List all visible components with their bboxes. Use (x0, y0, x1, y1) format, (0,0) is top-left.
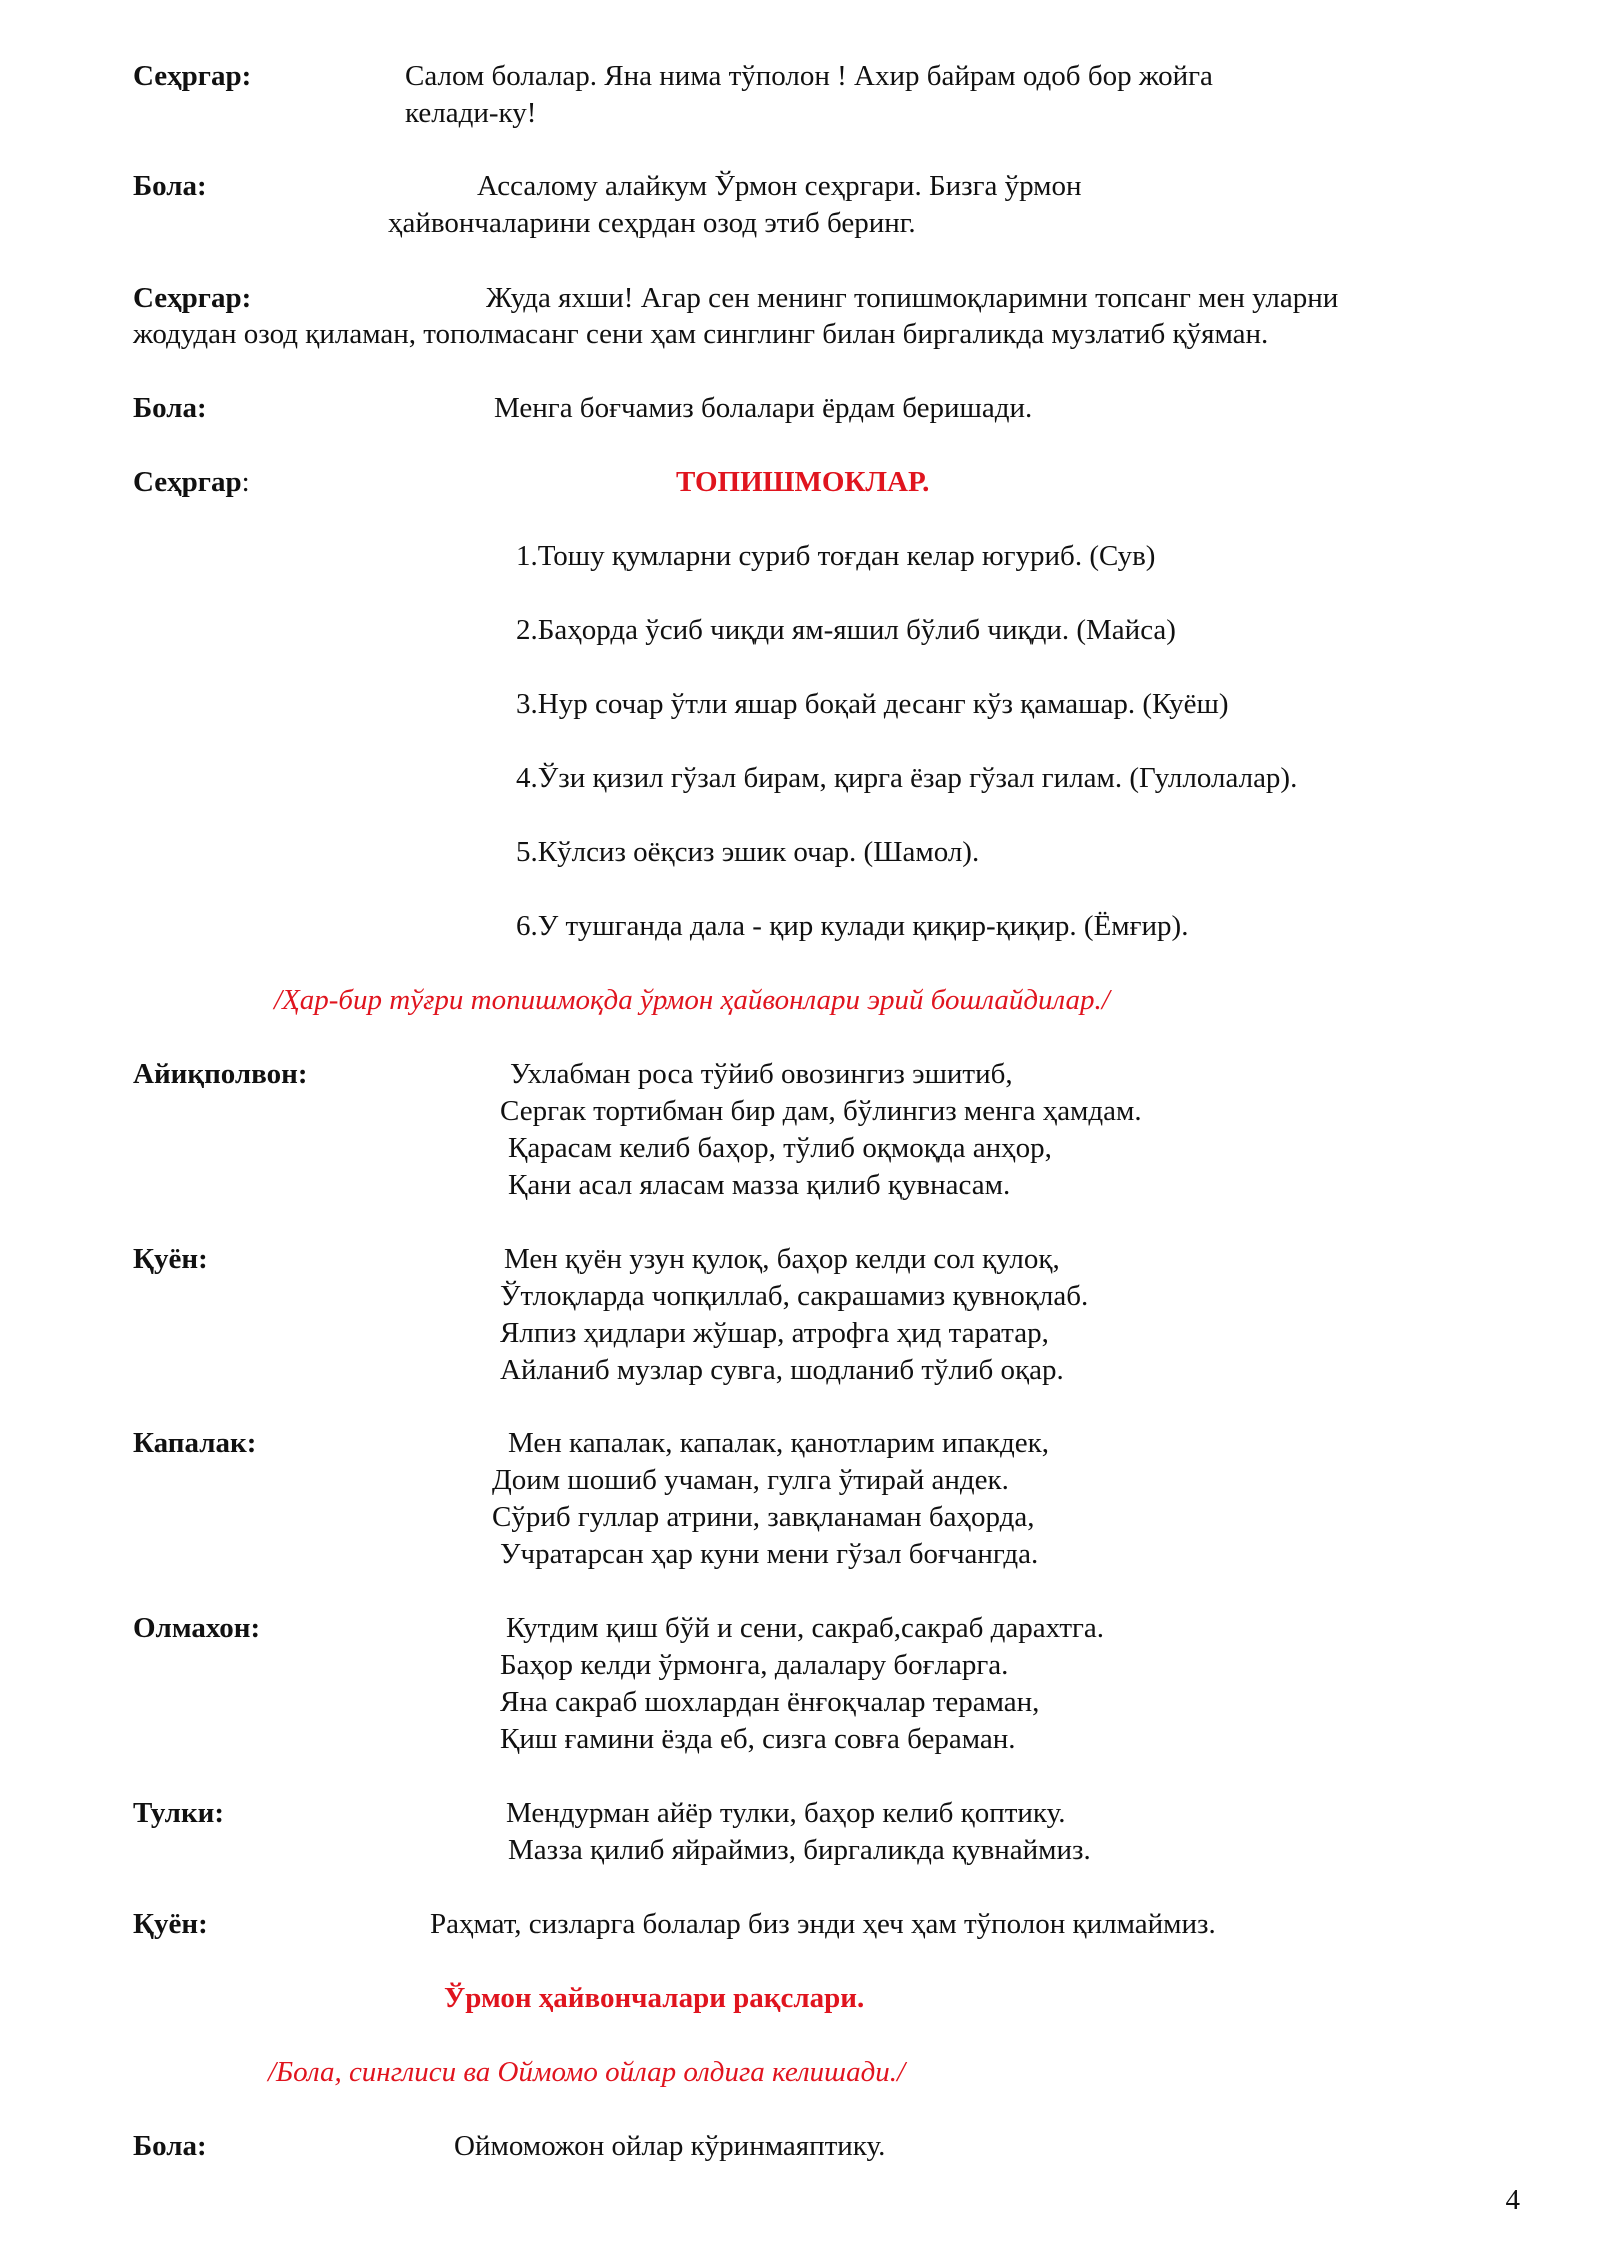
stage-direction: /Ҳар-бир тўғри топишмоқда ўрмон ҳайвонлари эрий бошлайдилар./ (274, 984, 1110, 1016)
verse-line: Ухлабман роса тўйиб овозингиз эшитиб, (510, 1058, 1013, 1090)
verse-line: Мазза қилиб яйраймиз, биргаликда қувнаймиз. (508, 1834, 1091, 1866)
riddles-heading: ТОПИШМОКЛАР. (676, 466, 930, 498)
stage-direction: /Бола, синглиси ва Оймомо ойлар олдига келишади./ (268, 2056, 906, 2088)
dialogue-line: келади-ку! (405, 97, 537, 129)
verse-line: Мен капалак, капалак, қанотларим ипакдек, (508, 1427, 1049, 1459)
riddle-item: 3.Нур сочар ўтли яшар боқай десанг кўз қамашар. (Куёш) (516, 688, 1229, 720)
riddle-item: 2.Баҳорда ўсиб чиқди ям-яшил бўлиб чиқди. (Майса) (516, 614, 1176, 646)
verse-line: Қиш ғамини ёзда еб, сизга совға бераман. (500, 1723, 1016, 1755)
dialogue-line: Ассалому алайкум Ўрмон сеҳргари. Бизга ўрмон (477, 170, 1082, 202)
dances-heading: Ўрмон ҳайвончалари рақслари. (444, 1982, 865, 2014)
verse-line: Айланиб музлар сувга, шодланиб тўлиб оқар. (500, 1354, 1064, 1386)
dialogue-line: Салом болалар. Яна нима тўполон ! Ахир байрам одоб бор жойга (405, 60, 1213, 92)
speaker-sehrgar: Сеҳргар: (133, 466, 250, 498)
speaker-sehrgar: Сеҳргар: (133, 282, 252, 314)
speaker-bola: Бола: (133, 2130, 207, 2162)
riddle-item: 1.Тошу қумларни суриб тоғдан келар югуриб. (Сув) (516, 540, 1156, 572)
verse-line: Доим шошиб учаман, гулга ўтирай андек. (492, 1464, 1009, 1496)
dialogue-line: Оймоможон ойлар кўринмаяптику. (454, 2130, 886, 2162)
speaker-bola: Бола: (133, 392, 207, 424)
speaker-sehrgar: Сеҳргар: (133, 60, 252, 92)
dialogue-line: жодудан озод қиламан, тополмасанг сени ҳам синглинг билан биргаликда музлатиб қўяман. (133, 318, 1269, 350)
riddle-item: 5.Кўлсиз оёқсиз эшик очар. (Шамол). (516, 836, 980, 868)
speaker-bola: Бола: (133, 170, 207, 202)
speaker-quyon: Қуён: (133, 1908, 208, 1940)
speaker-aiqpolvon: Айиқполвон: (133, 1058, 308, 1090)
riddle-item: 6.У тушганда дала - қир кулади қиқир-қиқир. (Ёмғир). (516, 910, 1189, 942)
dialogue-line: ҳайвончаларини сеҳрдан озод этиб беринг. (388, 207, 916, 239)
verse-line: Кутдим қиш бўй и сени, сакраб,сакраб дарахтга. (506, 1612, 1105, 1644)
verse-line: Учратарсан ҳар куни мени гўзал боғчангда. (500, 1538, 1039, 1570)
page-number: 4 (1505, 2184, 1520, 2216)
speaker-olmaxon: Олмахон: (133, 1612, 261, 1644)
speaker-tulki: Тулки: (133, 1797, 225, 1829)
verse-line: Мендурман айёр тулки, баҳор келиб қоптику. (506, 1797, 1066, 1829)
verse-line: Сергак тортибман бир дам, бўлингиз менга ҳамдам. (500, 1095, 1142, 1127)
verse-line: Яна сакраб шохлардан ёнғоқчалар тераман, (500, 1686, 1040, 1718)
verse-line: Ўтлоқларда чопқиллаб, сакрашамиз қувноқлаб. (500, 1280, 1089, 1312)
verse-line: Сўриб гуллар атрини, завқланаман баҳорда, (492, 1501, 1035, 1533)
dialogue-line: Менга боғчамиз болалари ёрдам беришади. (494, 392, 1033, 424)
verse-line: Ялпиз ҳидлари жўшар, атрофга ҳид таратар, (500, 1317, 1049, 1349)
verse-line: Мен қуён узун қулоқ, баҳор келди сол қулоқ, (504, 1243, 1060, 1275)
speaker-kapalak: Капалак: (133, 1427, 257, 1459)
riddle-item: 4.Ўзи қизил гўзал бирам, қирга ёзар гўзал гилам. (Гуллолалар). (516, 762, 1298, 794)
dialogue-line: Раҳмат, сизларга болалар биз энди ҳеч ҳам тўполон қилмаймиз. (430, 1908, 1216, 1940)
verse-line: Қани асал яласам мазза қилиб қувнасам. (508, 1169, 1011, 1201)
verse-line: Баҳор келди ўрмонга, далалару боғларга. (500, 1649, 1009, 1681)
verse-line: Қарасам келиб баҳор, тўлиб оқмоқда анҳор, (508, 1132, 1052, 1164)
dialogue-line: Жуда яхши! Агар сен менинг топишмоқларимни топсанг мен уларни (486, 282, 1339, 314)
speaker-quyon: Қуён: (133, 1243, 208, 1275)
